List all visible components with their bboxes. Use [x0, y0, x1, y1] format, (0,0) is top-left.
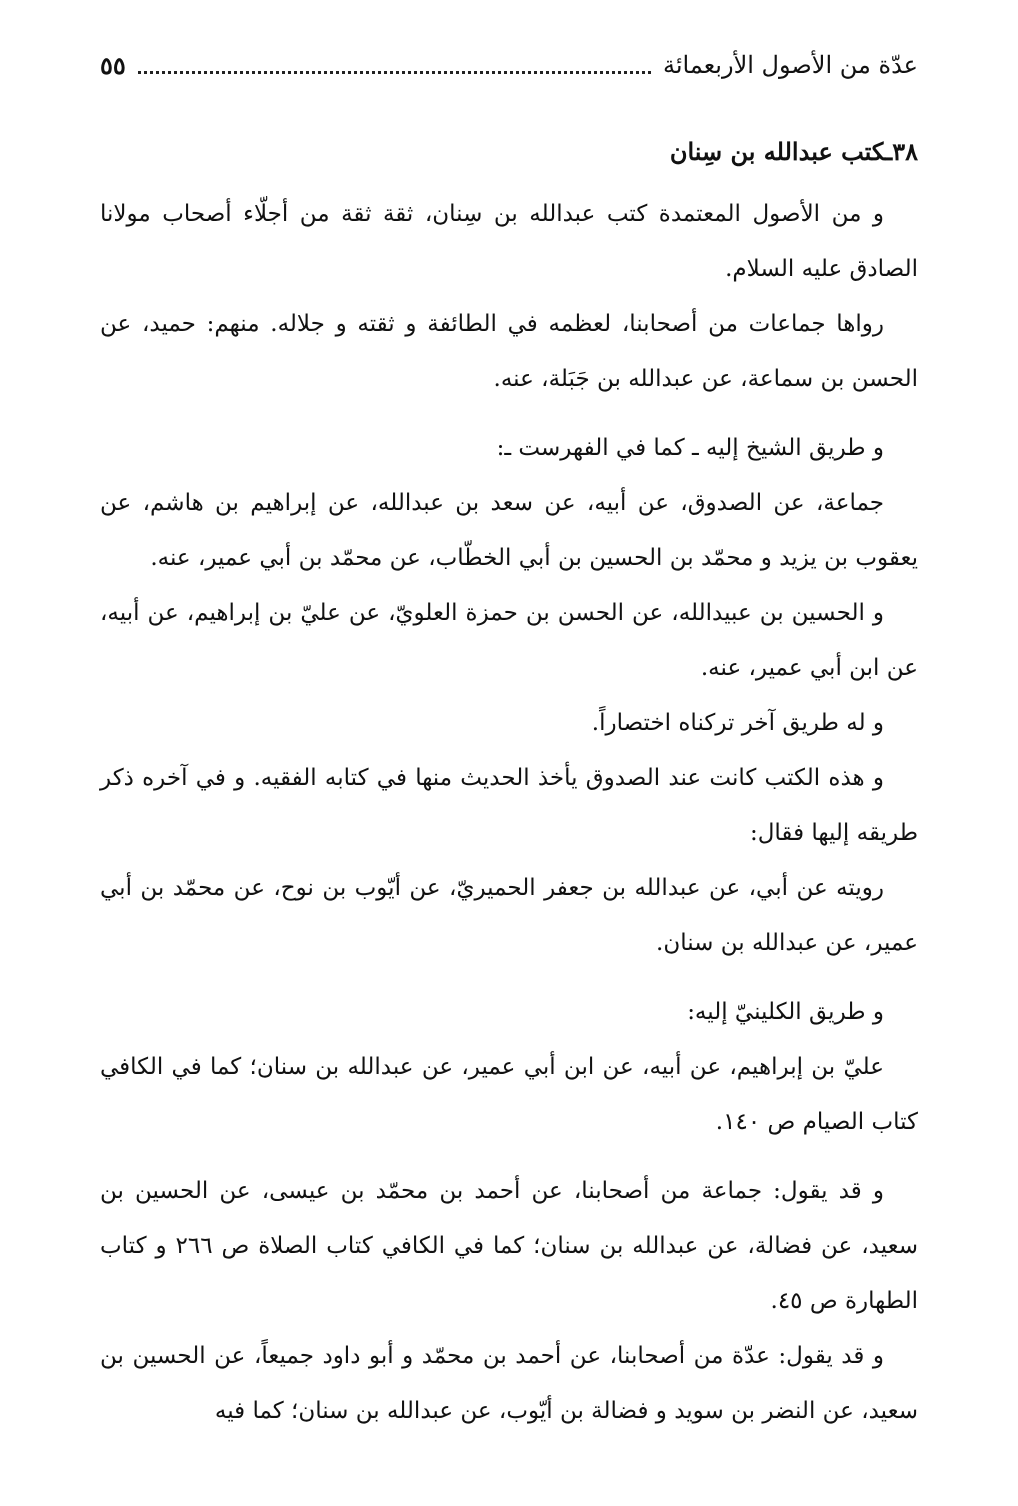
paragraph: و طريق الكلينيّ إليه: — [687, 999, 884, 1025]
paragraph: و الحسين بن عبيدالله، عن الحسن بن حمزة العلويّ، عن عليّ بن إبراهيم، عن أبيه، عن ابن أبي عمير، عنه. — [100, 600, 918, 681]
paragraph: رواها جماعات من أصحابنا، لعظمه في الطائفة و ثقته و جلاله. منهم: حميد، عن الحسن بن سماعة، عن عبدالله بن جَبَلة، عنه. — [100, 311, 918, 392]
paragraph: جماعة، عن الصدوق، عن أبيه، عن سعد بن عبدالله، عن إبراهيم بن هاشم، عن يعقوب بن يزيد و محمّد بن الحسين بن أبي الخطّاب، عن محمّد بن أبي عمير، عنه. — [100, 490, 918, 571]
running-title: عدّة من الأصول الأربعمائة — [662, 51, 918, 79]
paragraph: و هذه الكتب كانت عند الصدوق يأخذ الحديث منها في كتابه الفقيه. و في آخره ذكر طريقه إليها فقال: — [100, 765, 918, 846]
paragraph: و من الأصول المعتمدة كتب عبدالله بن سِنان، ثقة ثقة من أجلّاء أصحاب مولانا الصادق عليه السلام. — [100, 201, 918, 282]
running-header — [100, 40, 918, 90]
paragraph: و طريق الشيخ إليه ـ كما في الفهرست ـ: — [496, 435, 884, 461]
section-heading: ٣٨ـكتب عبدالله بن سِنان — [669, 137, 918, 166]
paragraph: و له طريق آخر تركناه اختصاراً. — [591, 710, 884, 736]
dot-leader — [138, 69, 651, 74]
paragraph: و قد يقول: عدّة من أصحابنا، عن أحمد بن محمّد و أبو داود جميعاً، عن الحسين بن سعيد، عن النضر بن سويد و فضالة بن أيّوب، عن عبدالله بن سنان؛ كما فيه — [100, 1343, 918, 1424]
paragraph: و قد يقول: جماعة من أصحابنا، عن أحمد بن محمّد بن عيسى، عن الحسين بن سعيد، عن فضالة، عن عبدالله بن سنان؛ كما في الكافي كتاب الصلاة ص ٢٦٦ و كتاب الطهارة ص ٤٥. — [100, 1178, 919, 1314]
paragraph: رويته عن أبي، عن عبدالله بن جعفر الحميريّ، عن أيّوب بن نوح، عن محمّد بن أبي عمير، عن عبدالله بن سنان. — [100, 875, 918, 956]
page-body — [100, 120, 918, 1439]
page-number: ٥٥ — [100, 50, 126, 80]
paragraph: عليّ بن إبراهيم، عن أبيه، عن ابن أبي عمير، عن عبدالله بن سنان؛ كما في الكافي كتاب الصيام ص ١٤٠. — [100, 1054, 918, 1135]
